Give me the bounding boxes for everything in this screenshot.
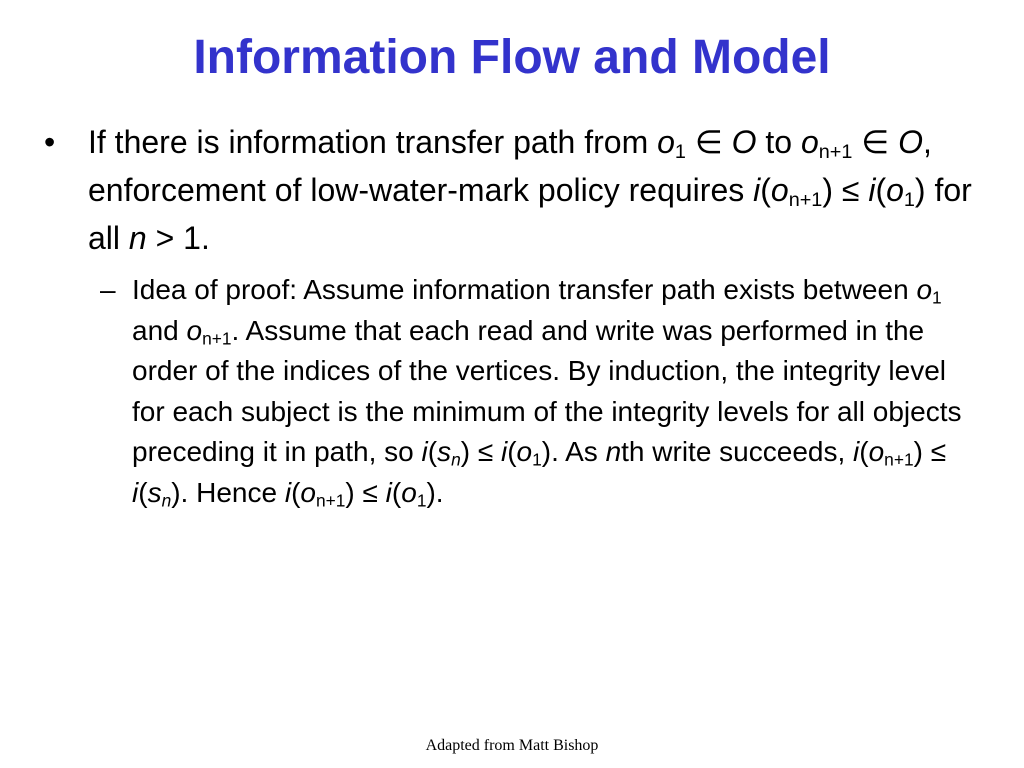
math-variable: o xyxy=(657,124,675,160)
subscript: n+1 xyxy=(884,449,914,470)
text-run: ). xyxy=(426,476,444,508)
text-run: ∈ xyxy=(685,124,732,160)
text-run: ( xyxy=(875,172,887,208)
bullet-dash-icon: – xyxy=(100,274,116,305)
math-variable: o xyxy=(916,274,933,305)
math-variable: o xyxy=(770,172,789,208)
text-run: ) ≤ xyxy=(345,476,386,508)
bullet-2-text xyxy=(132,270,977,513)
text-run: ) ≤ xyxy=(822,172,869,208)
subscript: n+1 xyxy=(818,140,853,163)
math-variable: s xyxy=(147,476,162,508)
subscript: n+1 xyxy=(202,327,232,348)
math-variable: o xyxy=(868,436,885,467)
slide-footer: Adapted from Matt Bishop xyxy=(425,737,599,754)
math-variable: o xyxy=(186,314,203,346)
text-run: ∈ xyxy=(852,124,899,160)
subscript: 1 xyxy=(903,188,915,211)
subscript: 1 xyxy=(532,449,542,470)
text-run: If there is information transfer path from xyxy=(88,124,658,160)
subscript: 1 xyxy=(416,489,427,510)
text-run: to xyxy=(756,124,801,160)
slide-title: Information Flow and Model xyxy=(193,31,831,84)
math-variable: i xyxy=(284,476,292,508)
subscript: n+1 xyxy=(788,188,823,211)
bullet-dot-icon: • xyxy=(44,124,56,160)
text-run: ). As xyxy=(541,436,606,467)
text-run: ( xyxy=(291,476,301,508)
math-variable: i xyxy=(500,436,508,467)
math-variable: i xyxy=(853,436,860,467)
text-run: ( xyxy=(760,172,771,208)
text-run: ( xyxy=(427,436,438,467)
subscript: n xyxy=(161,489,172,510)
text-run: ( xyxy=(859,436,869,467)
math-variable: i xyxy=(421,436,428,467)
text-run: and xyxy=(132,314,187,346)
text-run: ( xyxy=(391,476,402,508)
math-variable: n xyxy=(128,220,147,256)
math-variable: o xyxy=(886,172,904,208)
text-run: ) ≤ xyxy=(913,436,947,467)
subscript: 1 xyxy=(932,287,942,308)
subscript: n+1 xyxy=(315,489,346,510)
text-run: th write succeeds, xyxy=(621,436,854,467)
math-variable: i xyxy=(385,476,392,508)
math-variable: o xyxy=(516,436,533,467)
subscript: n xyxy=(451,449,461,470)
text-run: , enforcement of low-water-mark policy requires xyxy=(88,124,932,208)
text-run: Idea of proof: Assume information transfer path exists between xyxy=(132,274,917,305)
text-run: ( xyxy=(138,476,148,508)
math-variable: n xyxy=(605,436,622,467)
math-variable: O xyxy=(731,124,757,160)
text-run: > 1. xyxy=(146,220,210,256)
text-run: ). Hence xyxy=(171,476,285,508)
math-variable: i xyxy=(868,172,876,208)
subscript: 1 xyxy=(674,140,686,163)
text-run: ) ≤ xyxy=(460,436,501,467)
bullet-1-text xyxy=(88,118,978,262)
math-variable: i xyxy=(132,476,139,508)
math-variable: o xyxy=(300,476,316,508)
math-variable: s xyxy=(437,436,452,467)
math-variable: o xyxy=(401,476,417,508)
text-run: ( xyxy=(507,436,517,467)
text-run: . Assume that each read and write was performed in the order of the indices of the vertices. By induction, the integrity level for each subject is the minimum of the integrity levels for all objects preceding it in path, so xyxy=(132,314,962,467)
math-variable: o xyxy=(800,124,819,160)
math-variable: O xyxy=(898,124,923,160)
text-run: ) for all xyxy=(88,172,972,256)
math-variable: i xyxy=(753,172,761,208)
